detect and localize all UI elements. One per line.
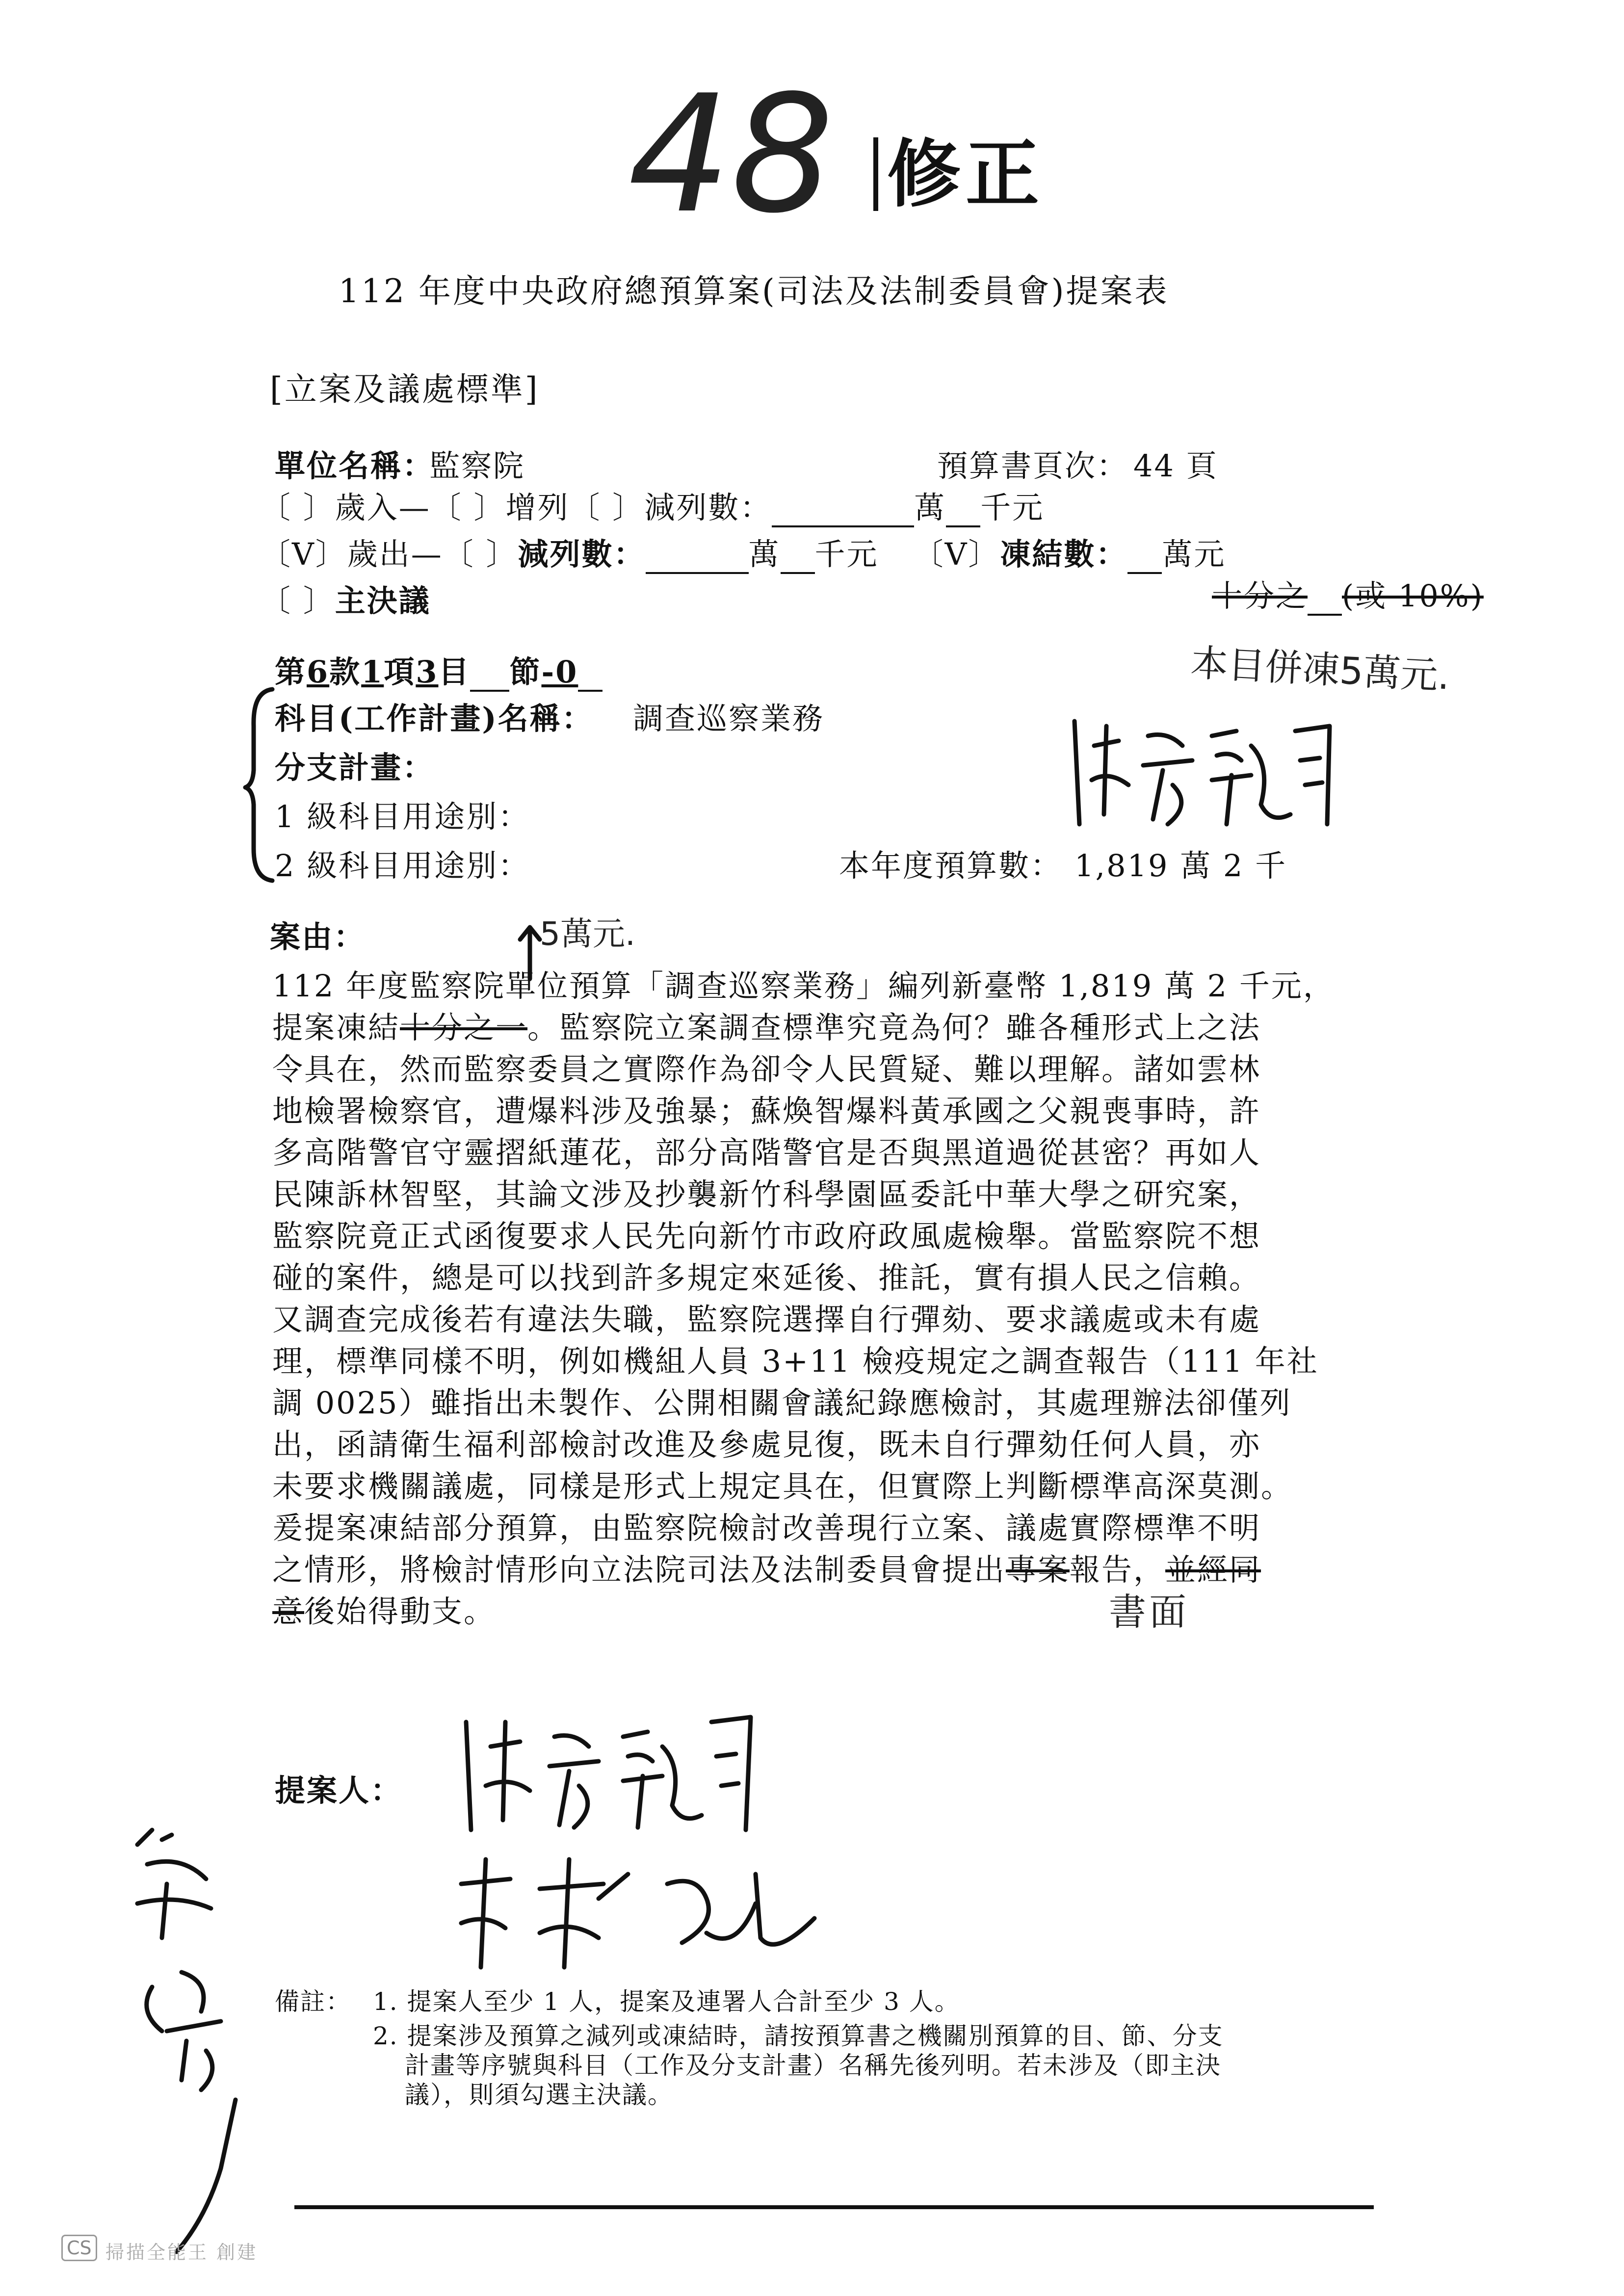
- notes-label: 備註：: [275, 1987, 351, 2016]
- kuan-number: 6: [307, 654, 330, 690]
- scanner-badge: CS: [61, 2235, 97, 2261]
- budget-label: 本年度預算數：: [839, 848, 1063, 884]
- expense-blank: [646, 536, 749, 574]
- jie-label: 節: [509, 654, 542, 690]
- level1-label: 1 級科目用途別：: [275, 799, 530, 835]
- page-title: 112 年度中央政府總預算案(司法及法制委員會)提案表: [339, 272, 1169, 310]
- case-line-7: 監察院竟正式函復要求人民先向新竹市政府政風處檢舉。當監察院不想: [272, 1218, 1261, 1254]
- page-value: 44 頁: [1133, 448, 1218, 484]
- income-reduce-checkbox: 〔 〕: [569, 490, 645, 525]
- case-line-2-strike: 十分之一: [400, 1010, 528, 1045]
- case-line-8: 碰的案件，總是可以找到許多規定來延後、推託，實有損人民之信賴。: [272, 1260, 1261, 1296]
- note-item-2: 2. 提案涉及預算之減列或凍結時，請按預算書之機關別預算的目、節、分支: [373, 2022, 1224, 2050]
- case-line-3: 令具在，然而監察委員之實際作為卻令人民質疑、難以理解。諸如雲林: [272, 1051, 1261, 1087]
- case-line-6: 民陳訴林智堅，其論文涉及抄襲新竹科學園區委託中華大學之研究案，: [272, 1176, 1261, 1212]
- case-line-16-strike: 意: [272, 1593, 305, 1629]
- main-resolution-checkbox: 〔 〕: [260, 583, 335, 619]
- income-checkbox: 〔 〕: [260, 490, 335, 525]
- case-line-10: 理，標準同樣不明，例如機組人員 3+11 檢疫規定之調查報告（111 年社: [272, 1343, 1319, 1379]
- freeze-unit: 萬元: [1162, 536, 1226, 572]
- xiang-label: 項: [384, 654, 416, 690]
- income-add-checkbox: 〔 〕: [430, 490, 506, 525]
- kuan-pre: 第: [275, 654, 307, 690]
- note-item-2-end: 議），則須勾選主決議。: [405, 2081, 673, 2109]
- expense-label: 歲出—: [347, 536, 443, 572]
- case-line-15-strike: 專案: [1006, 1552, 1070, 1588]
- subject-value: 調查巡察業務: [633, 701, 825, 736]
- revision-stamp: 修正: [873, 137, 1044, 211]
- case-line-2: [272, 1003, 1261, 1047]
- main-resolution-row: [260, 576, 431, 620]
- expense-reduce-checkbox: 〔 〕: [443, 536, 518, 572]
- income-qian: 千元: [980, 490, 1045, 525]
- branch-label: 分支計畫：: [275, 750, 435, 785]
- case-line-2a: 提案凍結: [272, 1010, 400, 1045]
- case-line-2b: 。監察院立案調查標準究竟為何？雖各種形式上之法: [527, 1010, 1261, 1045]
- level2-label: 2 級科目用途別：: [275, 848, 530, 884]
- expense-checkbox: 〔V〕: [260, 536, 347, 572]
- case-line-16: [272, 1587, 496, 1631]
- case-line-4: 地檢署檢察官，遭爆料涉及強暴；蘇煥智爆料黃承國之父親喪事時，許: [272, 1093, 1261, 1129]
- page-label: 預算書頁次：: [937, 448, 1129, 484]
- jie-blank: [470, 654, 509, 692]
- bottom-rule: [294, 2205, 1374, 2209]
- budget-value: 1,819 萬 2 千: [1074, 848, 1287, 884]
- mu-label: 目: [438, 654, 471, 690]
- fraction-note: (或 10%): [1342, 578, 1484, 614]
- case-line-11: 調 0025）雖指出未製作、公開相關會議紀錄應檢討，其處理辦法卻僅列: [272, 1385, 1292, 1421]
- note-item-1: 1. 提案人至少 1 人，提案及連署人合計至少 3 人。: [373, 1987, 960, 2016]
- income-add-label: 增列: [505, 490, 570, 525]
- case-line-15a: 之情形，將檢討情形向立法院司法及法制委員會提出: [272, 1552, 1006, 1588]
- expense-reduce-label: 減列數：: [518, 536, 646, 572]
- section-numbering: [275, 648, 602, 692]
- handwritten-number: 48: [628, 60, 834, 249]
- case-inserted-note: 5萬元.: [540, 915, 635, 953]
- subject-label: 科目(工作計畫)名稱：: [275, 701, 594, 736]
- unit-value: 監察院: [429, 448, 525, 484]
- proposer-signature-1: [456, 1702, 800, 1840]
- freeze-handwritten-note: 本目併凍5萬元.: [1189, 640, 1451, 698]
- case-line-1: 112 年度監察院單位預算「調查巡察業務」編列新臺幣 1,819 萬 2 千元，: [272, 968, 1335, 1004]
- case-line-14: 爰提案凍結部分預算，由監察院檢討改善現行立案、議處實際標準不明: [272, 1510, 1261, 1546]
- case-line-12: 出，函請衛生福利部檢討改進及參處見復，既未自行彈劾任何人員，亦: [272, 1427, 1261, 1462]
- case-handwritten-insert: 書面: [1109, 1590, 1189, 1634]
- case-line-15b: 報告，: [1070, 1552, 1166, 1588]
- case-line-13: 未要求機關議處，同樣是形式上規定具在，但實際上判斷標準高深莫測。: [272, 1468, 1293, 1504]
- expense-qian: 千元: [814, 536, 879, 572]
- case-line-16b: 後始得動支。: [304, 1593, 496, 1629]
- income-blank-2: [946, 490, 980, 527]
- freeze-checkbox: 〔V〕: [913, 536, 1000, 572]
- section-brace: [243, 687, 277, 883]
- income-reduce-label: 減列數：: [644, 490, 772, 525]
- xiang-number: 1: [361, 654, 384, 690]
- expense-blank-2: [781, 536, 815, 574]
- freeze-label: 凍結數：: [1000, 536, 1128, 572]
- case-line-9: 又調查完成後若有違法失職，監察院選擇自行彈劾、要求議處或未有處: [272, 1302, 1261, 1337]
- signature-section: [1065, 706, 1369, 834]
- expense-wan: 萬: [748, 536, 781, 572]
- margin-signature: [108, 1825, 265, 2267]
- income-row: [260, 483, 1044, 527]
- proposer-label: 提案人：: [275, 1773, 403, 1808]
- mu-number: 3: [416, 654, 439, 690]
- main-resolution-label: 主決議: [335, 583, 431, 619]
- case-label: 案由：: [270, 919, 366, 955]
- scanner-text: 掃描全能王 創建: [105, 2242, 258, 2263]
- case-line-5: 多高階警官守靈摺紙蓮花，部分高階警官是否與黑道過從甚密？再如人: [272, 1135, 1261, 1171]
- unit-label: 單位名稱：: [275, 448, 435, 484]
- freeze-blank: [1127, 536, 1162, 574]
- income-blank: [772, 490, 914, 527]
- jie-number: -0: [541, 654, 578, 690]
- proposer-signature-2: [442, 1845, 844, 1972]
- fraction-strike: 十分之: [1212, 578, 1308, 614]
- kuan-label: 款: [329, 654, 362, 690]
- category-label: [立案及議處標準]: [270, 370, 540, 408]
- income-label: 歲入—: [335, 490, 431, 525]
- fraction-row: [1212, 572, 1484, 616]
- income-wan: 萬: [914, 490, 946, 525]
- note-item-2-cont: 計畫等序號與科目（工作及分支計畫）名稱先後列明。若未涉及（即主決: [405, 2051, 1221, 2080]
- jie-tail-blank: [578, 654, 602, 692]
- fraction-blank: [1308, 578, 1342, 616]
- case-line-15-strike2: 並經同: [1165, 1552, 1261, 1588]
- expense-row: [260, 530, 1226, 574]
